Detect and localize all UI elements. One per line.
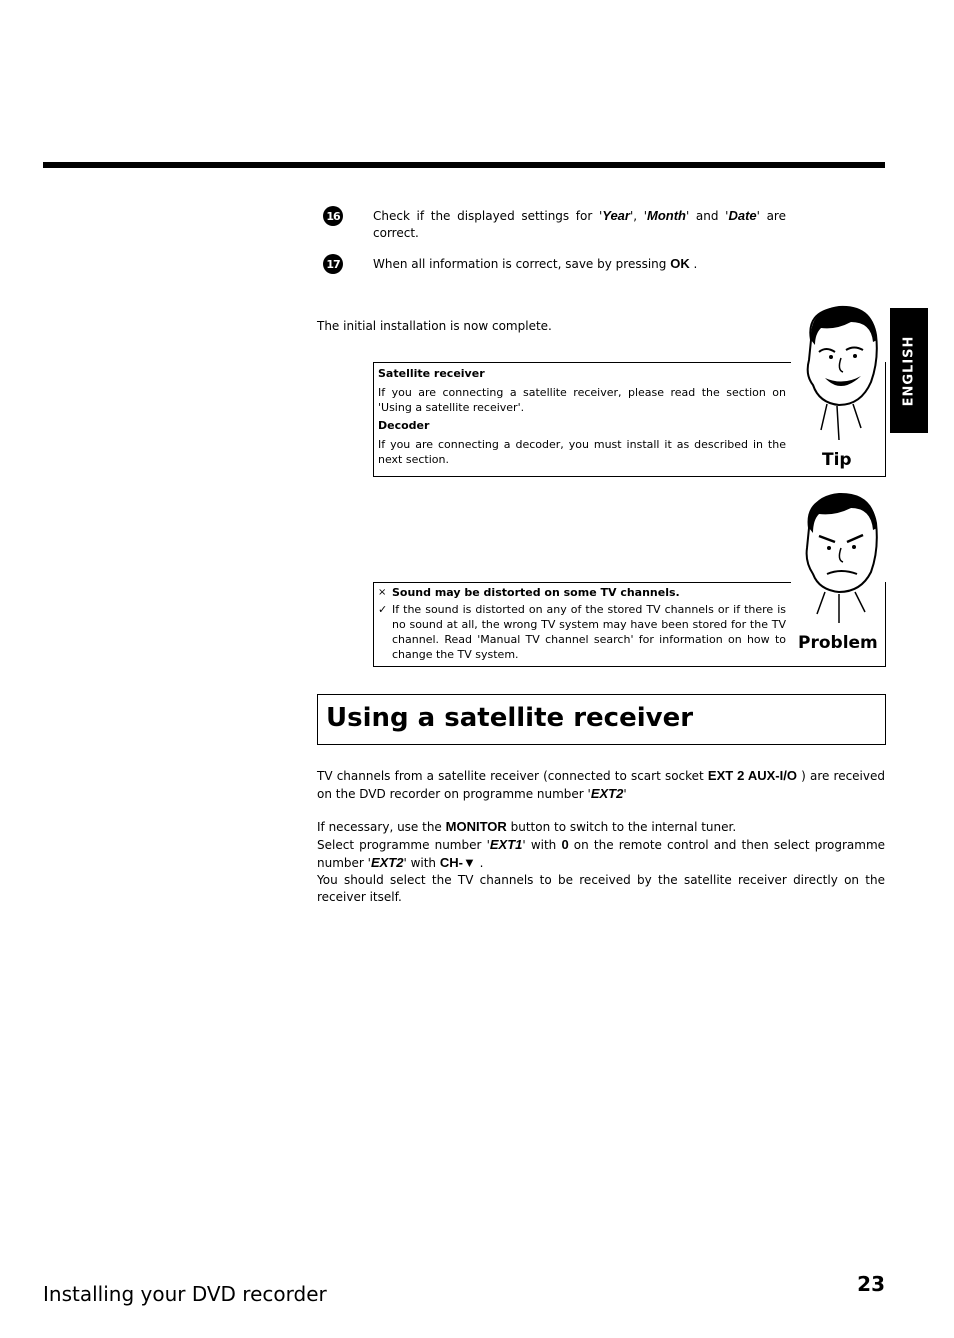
step-17-text: When all information is correct, save by pressing OK . bbox=[373, 256, 698, 271]
installation-complete-text: The initial installation is now complete. bbox=[317, 319, 552, 333]
tip-text-satellite: If you are connecting a satellite receiver, please read the section on 'Using a satellite receiver'. bbox=[378, 386, 786, 414]
check-icon: ✓ bbox=[378, 603, 388, 616]
tip-text-decoder: If you are connecting a decoder, you must install it as described in the next section. bbox=[378, 438, 786, 466]
step-16-text: Check if the displayed settings for 'Year', 'Month' and 'Date' are correct. bbox=[373, 208, 786, 240]
problem-text: If the sound is distorted on any of the stored TV channels or if there is no sound at all, the wrong TV system may have been stored for the TV channel. Read 'Manual TV channel search' for information on how to change the TV system. bbox=[392, 603, 786, 661]
step-number-16: 16 bbox=[323, 206, 343, 226]
section-title-box bbox=[317, 694, 886, 745]
page-number: 23 bbox=[857, 1272, 885, 1296]
problem-content bbox=[378, 585, 786, 662]
step-number-17: 17 bbox=[323, 254, 343, 274]
cross-icon: × bbox=[378, 587, 387, 598]
tip-content bbox=[378, 366, 786, 467]
tip-heading-decoder: Decoder bbox=[378, 419, 430, 432]
language-tab: ENGLISH bbox=[890, 308, 928, 433]
smiling-face-icon bbox=[791, 300, 885, 450]
worried-face-icon bbox=[791, 488, 885, 633]
tip-label: Tip bbox=[822, 450, 852, 470]
tip-heading-satellite: Satellite receiver bbox=[378, 367, 485, 380]
tip-illustration bbox=[791, 300, 885, 450]
problem-illustration bbox=[791, 488, 885, 633]
problem-heading: Sound may be distorted on some TV channels. bbox=[392, 586, 680, 599]
top-rule bbox=[43, 162, 885, 168]
satellite-instructions-paragraph: If necessary, use the MONITOR button to switch to the internal tuner. Select programme number 'EXT1' with 0 on the remote control and then select programme number 'EXT2' with CH-▼ . You should select the TV channels to be received by the satellite receiver directly on the receiver itself. bbox=[317, 819, 886, 904]
section-title: Using a satellite receiver bbox=[326, 703, 694, 733]
footer-section-name: Installing your DVD recorder bbox=[43, 1282, 327, 1306]
problem-label: Problem bbox=[798, 633, 878, 653]
satellite-intro-paragraph: TV channels from a satellite receiver (connected to scart socket EXT 2 AUX-I/O ) are received on the DVD recorder on programme number 'EXT2' bbox=[317, 768, 885, 801]
